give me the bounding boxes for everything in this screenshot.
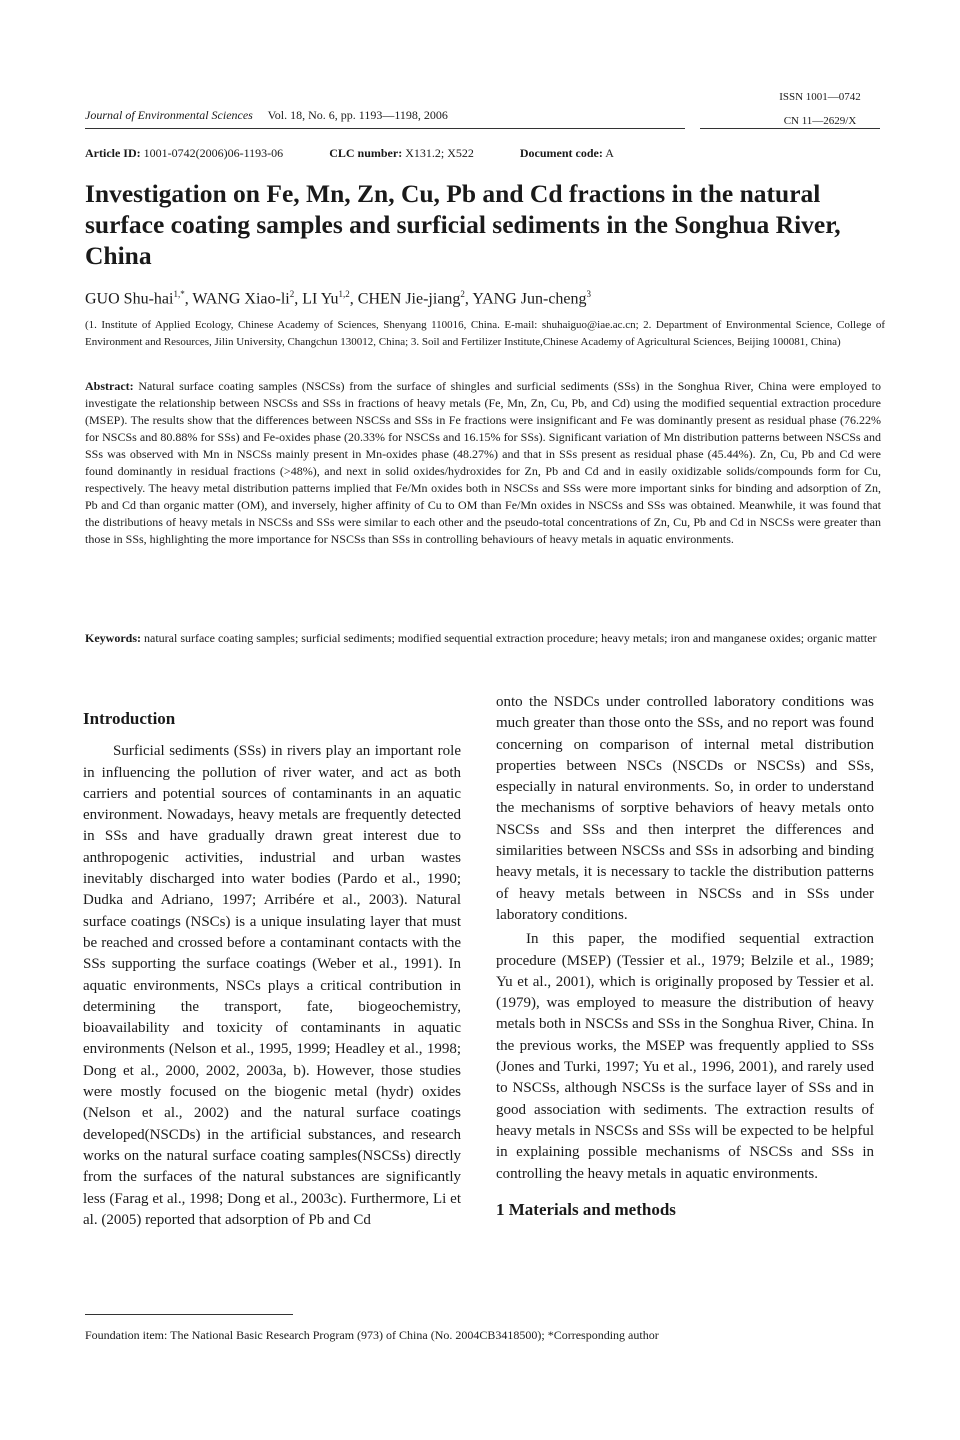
column-right xyxy=(496,692,874,1232)
author: WANG Xiao-li xyxy=(192,290,290,308)
abstract-text: Natural surface coating samples (NSCSs) from the surface of shingles and surficial sediments (SSs) in the Songhua River, China were employed to investigate the relationship between NSCSs and SSs in fractions of heavy metals (Fe, Mn, Zn, Cu, Pb, and Cd) using the modified sequential extraction procedure (MSEP). The results show that the differences between NSCSs and SSs in Fe fractions were insignificant and Fe was dominantly present as residual phase (76.22% for NSCSs and 80.88% for SSs) and Fe-oxides phase (20.33% for NSCSs and 16.15% for SSs). Significant variation of Mn distribution patterns between NSCSs and SSs was observed with Mn in NSCSs mainly present in Mn-oxides phase (48.27%) and that in SSs present as residual phase (45.44%). Zn, Cu, Pb and Cd were found dominantly in residual fractions (>48%), and next in solid oxides/hydroxides for Zn, Pb and Cd and in easily oxidizable solids/compounds form for Cu, respectively. The heavy metal distribution patterns implied that Fe/Mn oxides both in NSCSs and SSs were more important sinks for binding and adsorption of Zn, Pb and Cd than organic matter (OM), and inversely, higher affinity of Cu to OM than Fe/Mn oxides in NSCSs and SSs was obtained. Meanwhile, it was found that the distributions of heavy metals in NSCSs and SSs were similar to each other and the pseudo-total concentrations of Zn, Cu, Pb and Cd in NSCSs were greater than those in SSs, highlighting the more importance for NSCSs than SSs in controlling behaviours of heavy metals in aquatic environments. xyxy=(85,379,881,546)
intro-paragraph-2: In this paper, the modified sequential extraction procedure (MSEP) (Tessier et al., 1979; Belzile et al., 1989; Yu et al., 2001), which is originally proposed by Tessier et al. (1979), was employed to measure the distribution of heavy metals both in NSCSs and SSs in the Songhua River, China. In the previous works, the MSEP was frequently applied to SSs (Jones and Turki, 1997; Yu et al., 1996, 2001), and rarely used to NSCSs, although NSCSs is the surface layer of SSs and in good association with sediments. The extraction results of heavy metals in NSCSs and SSs will be expected to be helpful in explaining possible mechanisms of NSCSs and SSs in controlling the heavy metals in aquatic environments. xyxy=(496,931,874,1182)
keywords xyxy=(85,630,881,647)
keywords-label: Keywords: xyxy=(85,631,141,645)
article-id: 1001-0742(2006)06-1193-06 xyxy=(143,146,284,160)
author-list: GUO Shu-hai$^{1,*}$, WANG Xiao-$li^2$, LI Yu$^{1,2}$, CHEN Jie-jiang$^2$, YANG Jun-cheng$^3$ xyxy=(85,289,592,308)
footnote-rule xyxy=(85,1314,293,1315)
intro-paragraph: Surficial sediments (SSs) in rivers play an important role in influencing the pollution of river water, and act as both carriers and potential sources of contaminants in an aquatic environment. Nowadays, heavy metals are frequently detected in SSs and have gradually drawn great interest due to anthropogenic activities, industrial and urban wastes inevitably discharged into water bodies (Pardo et al., 1990; Dudka and Adriano, 1997; Arribére et al., 2003). Natural surface coatings (NSCs) is a unique insulating layer that must be reached and crossed before a contaminant contacts with the SSs supporting the surface coatings (Weber et al., 1991). In aquatic environments, NSCs plays a critical contribution in determining the transport, fate, biogeochemistry, bioavailability and toxicity of contaminants in aquatic environments (Nelson et al., 1995, 1999; Headley et al., 1998; Dong et al., 2000, 2002, 2003a, b). However, those studies were mostly focused on the biogenic metal (hydr) oxides (Nelson et al., 2002) and the natural surface coatings developed(NSCDs) in the artificial substances, and research works on the natural surface coating samples(NSCSs) directly from the surfaces of the natural substances are significantly less (Farag et al., 1998; Dong et al., 2003c). Furthermore, Li et al. (2005) reported that adsorption of Pb and Cd xyxy=(83,743,461,1228)
cn-number: CN 11—2629/X xyxy=(783,115,857,127)
doc-code: A xyxy=(605,146,614,160)
header-rule xyxy=(85,128,685,129)
intro-paragraph-continued: onto the NSDCs under controlled laboratory conditions was much greater than those onto the SSs, and no report was found concerning on comparison of internal metal distribution properties between NSCs (NSCDs or NSCSs) and SSs, especially in natural environments. So, in order to understand the mechanisms of sorptive behaviors of heavy metals onto NSCSs and SSs and then interpret the differences and similarities between NSCSs and SSs in adsorbing and binding heavy metals, it is necessary to tackle the distribution patterns of heavy metals between in NSCSs and in SSs under laboratory conditions. xyxy=(496,694,874,923)
clc-number: X131.2; X522 xyxy=(405,146,474,160)
author-sup: 3 xyxy=(586,289,592,299)
author: CHEN Jie-jiang xyxy=(357,290,461,308)
issn-block xyxy=(772,90,868,128)
header-rule-right xyxy=(700,128,880,129)
paper-title: Investigation on Fe, Mn, Zn, Cu, Pb and Cd fractions in the natural surface coating samples and surficial sediments in the Songhua River, China xyxy=(85,179,841,270)
journal-volume: Vol. 18, No. 6, pp. 1193—1198, 2006 xyxy=(267,108,448,122)
affiliations: (1. Institute of Applied Ecology, Chinese Academy of Sciences, Shenyang 110016, China. E-mail: shuhaiguo@iae.ac.cn; 2. Department of Environmental Science, College of Environment and Resources, Jilin University, Changchun 130012, China; 3. Soil and Fertilizer Institute,Chinese Academy of Agricultural Sciences, Beijing 100081, China) xyxy=(85,319,885,348)
article-meta xyxy=(85,146,614,161)
footnote: Foundation item: The National Basic Research Program (973) of China (No. 2004CB3418500); *Corresponding author xyxy=(85,1328,659,1342)
issn: ISSN 1001—0742 xyxy=(779,91,861,103)
section-1-heading: 1 Materials and methods xyxy=(496,1199,676,1219)
journal-name: Journal of Environmental Sciences xyxy=(85,108,253,122)
clc-label: CLC number: xyxy=(329,146,403,160)
abstract xyxy=(85,378,881,548)
article-id-label: Article ID: xyxy=(85,146,141,160)
doc-code-label: Document code: xyxy=(519,146,603,160)
running-header xyxy=(85,108,448,123)
column-left xyxy=(83,698,461,1231)
author-sup: 2 xyxy=(289,289,295,299)
intro-heading: Introduction xyxy=(83,709,176,728)
author: GUO Shu-hai xyxy=(85,290,174,308)
author: YANG Jun-cheng xyxy=(472,290,587,308)
author-sup: 1,2 xyxy=(338,289,350,299)
author-sup: 1,* xyxy=(173,289,185,299)
author: LI Yu xyxy=(302,290,339,308)
abstract-label: Abstract: xyxy=(85,379,134,393)
keywords-text: natural surface coating samples; surficial sediments; modified sequential extraction procedure; heavy metals; iron and manganese oxides; organic matter xyxy=(144,631,877,645)
author-sup: 2 xyxy=(460,289,465,299)
